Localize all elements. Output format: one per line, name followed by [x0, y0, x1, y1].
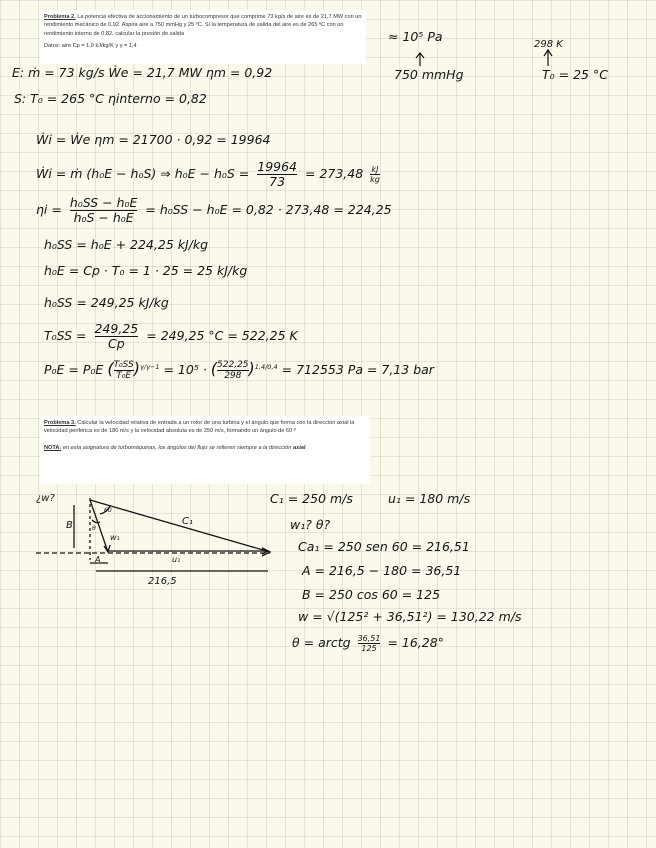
angle-result: = 16,28°: [387, 635, 444, 650]
note-text: en esta asignatura de turbomáquinas, los ángulos del flujo se refieren siempre a la dirección: [62, 444, 292, 451]
pressure-exponent: γ/γ−1: [140, 363, 160, 371]
enthalpy-drop-result: = 273,48: [305, 166, 364, 181]
t0ss-denominator: Cp: [108, 336, 125, 351]
b-component-line: B = 250 cos 60 = 125: [302, 587, 441, 602]
unit-kg: kg: [370, 175, 380, 184]
enthalpy-drop-lhs: Ẇi = ṁ (h₀E − h₀S) ⇒ h₀E − h₀S =: [36, 166, 250, 181]
problem-3-body: Calcular la velocidad relativa de entrada a un rotor de una turbina y el ángulo que forma con la dirección axial la velocidad periférica es de 180 m/s y la velocidad absoluta es de 250 m/s, formando un ángulo de 60 º: [44, 420, 355, 435]
inlet-data-line: E: ṁ = 73 kg/s Ẇe = 21,7 MW ηm = 0,92: [12, 65, 273, 80]
efficiency-denominator: h₀S − h₀E: [73, 210, 134, 225]
problem-2-title: Problema 2.: [44, 14, 76, 20]
isentropic-enthalpy-value: h₀SS = 249,25 kJ/kg: [44, 295, 169, 310]
pressure-result: = 712553 Pa = 7,13 bar: [281, 362, 434, 378]
angle-numerator: 36,51: [357, 634, 381, 643]
label-b: B: [66, 520, 73, 531]
problem-2-data: Datos: aire Cp = 1,0 kJ/kg/K y γ = 1,4: [44, 42, 137, 49]
inlet-pressure: 750 mmHg: [394, 67, 464, 82]
pressure-exponent-numeric: 1,4/0,4: [254, 363, 278, 371]
label-dimension: 216,5: [148, 576, 177, 587]
relative-velocity-question: ¿w?: [36, 493, 55, 504]
enthalpy-drop-numerator: 19964: [257, 159, 298, 174]
isentropic-enthalpy-line: h₀SS = h₀E + 224,25 kJ/kg: [44, 237, 209, 252]
unit-kj: kJ: [371, 165, 379, 174]
angle-denominator: 125: [361, 644, 377, 653]
t0ss-label: T₀SS =: [44, 328, 87, 343]
efficiency-numerator: h₀SS − h₀E: [69, 195, 138, 210]
label-u1: u₁: [172, 555, 181, 564]
label-c1: C₁: [182, 516, 193, 527]
unknowns-line: w₁? θ?: [290, 517, 331, 532]
axial-component-line: Ca₁ = 250 sen 60 = 216,51: [298, 539, 470, 554]
note-emphasis: axial: [292, 444, 306, 451]
pressure-lhs: P₀E = P₀E: [44, 362, 104, 378]
label-w1: w₁: [110, 533, 120, 542]
pressure-conversion: ≈ 10⁵ Pa: [388, 29, 443, 44]
temperature-ratio-denominator: 298: [224, 371, 242, 382]
problem-2-body: La potencia efectiva de accionamiento de un turbocompresor que comprime 73 kg/s de aire es de 21,7 MW con un rendimiento mecánico de 0,92. Aspira aire a 750 mmHg y 25 ºC. Si la temperatura de salida del aire es de 265 ºC con un rendimiento interno de 0,82, calcular la presión de salida: [44, 14, 362, 37]
enthalpy-drop-denominator: 73: [269, 174, 286, 189]
pressure-ratio-numerator: T₀SS: [113, 360, 134, 371]
pressure-ratio-denominator: T₀E: [116, 371, 132, 382]
inlet-temperature: T₀ = 25 °C: [542, 67, 608, 82]
t0ss-numerator: 249,25: [94, 321, 139, 336]
label-angle-theta: θ: [92, 525, 96, 532]
outlet-pressure-line: P₀E = P₀E ( $\frac{\text{T₀SS}}{\text{T₀E}}$ )$^{\gamma/\gamma-1}$ = 10⁵ · ( $\frac{522,25}{298}$ )$^{1,4/0,4}$ = 712553 Pa = 7,13 bar: [44, 359, 434, 382]
pressure-base: = 10⁵ ·: [163, 362, 207, 378]
angle-lhs: θ = arctg: [292, 635, 351, 650]
problem-3-title: Problema 3.: [44, 420, 76, 426]
absolute-velocity-given: C₁ = 250 m/s: [270, 491, 353, 506]
outlet-data-line: S: T₀ = 265 °C ηinterno = 0,82: [14, 91, 207, 106]
inlet-enthalpy-line: h₀E = Cp · T₀ = 1 · 25 = 25 kJ/kg: [44, 263, 248, 278]
temperature-ratio-numerator: 522,25: [217, 360, 249, 371]
temperature-kelvin: 298 K: [534, 39, 563, 50]
efficiency-result: = h₀SS − h₀E = 0,82 · 273,48 = 224,25: [145, 202, 392, 217]
internal-power-line: Ẇi = Ẇe ηm = 21700 · 0,92 = 19964: [36, 132, 271, 147]
a-component-line: A = 216,5 − 180 = 36,51: [302, 563, 462, 578]
label-a: A: [95, 555, 101, 564]
t0ss-result: = 249,25 °C = 522,25 K: [146, 328, 298, 343]
peripheral-velocity-given: u₁ = 180 m/s: [388, 491, 471, 506]
note-label: NOTA:: [44, 444, 62, 451]
eta-internal-label: ηi =: [36, 202, 62, 217]
relative-velocity-result: w = √(125² + 36,51²) = 130,22 m/s: [298, 609, 522, 624]
label-angle-60: 60: [104, 507, 112, 514]
